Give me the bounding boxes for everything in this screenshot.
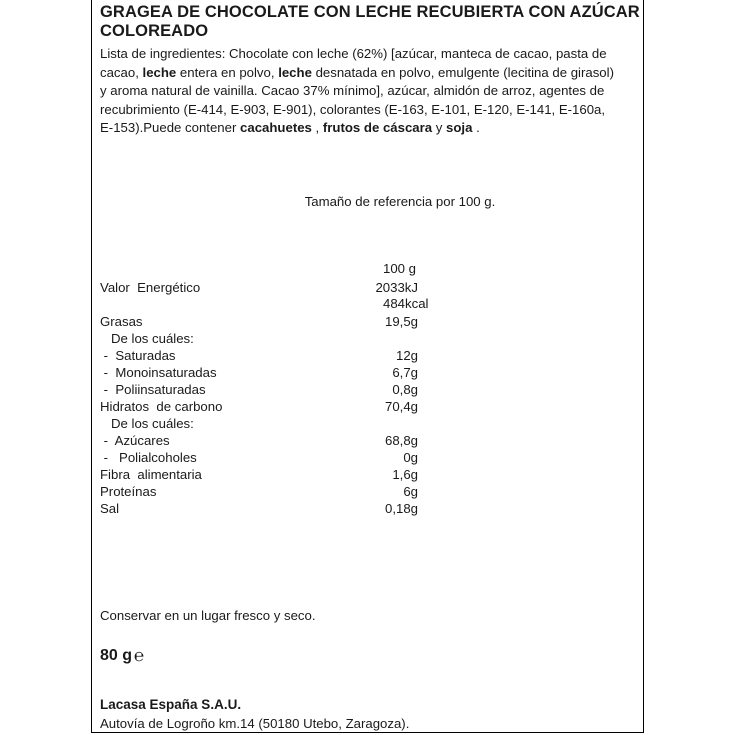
allergen-soy: soja <box>446 120 473 135</box>
nutrient-label: Grasas <box>100 314 143 329</box>
nutrition-unit-header: 100 g <box>383 261 417 276</box>
allergen-nuts: frutos de cáscara <box>322 120 433 135</box>
ingredients-segment: . <box>472 120 480 135</box>
ingredients-segment: y <box>432 120 447 135</box>
nutrition-row <box>100 415 430 432</box>
nutrition-row <box>100 347 430 364</box>
nutrient-label: Valor Energético <box>100 280 201 295</box>
nutrition-row <box>100 398 430 415</box>
nutrient-label: - Poliinsaturadas <box>100 382 206 397</box>
nutrition-reference-header: Tamaño de referencia por 100 g. <box>304 194 496 209</box>
nutrient-label: De los cuáles: <box>100 416 194 431</box>
nutrient-value: 68,8g <box>384 433 418 448</box>
ingredients-text <box>100 45 615 138</box>
nutrition-row <box>100 449 430 466</box>
nutrient-value: 0g <box>403 450 418 465</box>
nutrition-row <box>100 279 430 296</box>
nutrition-row <box>100 381 430 398</box>
nutrition-row <box>100 330 430 347</box>
nutrition-row <box>100 466 430 483</box>
energy-kcal: 484kcal <box>383 296 429 311</box>
ingredients-segment: Lista de ingredientes: Chocolate con leche (62%) [azúcar, manteca de cacao, pasta de cacao, <box>100 46 607 80</box>
nutrient-value: 0,8g <box>392 382 418 397</box>
net-weight <box>100 646 144 666</box>
nutrient-label: - Polialcoholes <box>100 450 197 465</box>
nutrition-row <box>100 483 430 500</box>
nutrient-value: 70,4g <box>384 399 418 414</box>
estimated-sign-icon: ℮ <box>134 646 145 665</box>
nutrient-value: 12g <box>395 348 418 363</box>
nutrient-label: Proteínas <box>100 484 157 499</box>
nutrition-row <box>100 432 430 449</box>
allergen-milk: leche <box>142 64 177 80</box>
nutrition-row <box>100 364 430 381</box>
nutrient-label: Sal <box>100 501 120 516</box>
nutrition-row <box>100 313 430 330</box>
product-title: GRAGEA DE CHOCOLATE CON LECHE RECUBIERTA CON AZÚCAR COLOREADO <box>100 3 640 40</box>
nutrient-label: De los cuáles: <box>100 331 194 346</box>
nutrient-label: Fibra alimentaria <box>100 467 202 482</box>
net-weight-value: 80 g <box>100 647 133 664</box>
nutrient-value: 6,7g <box>392 365 418 380</box>
nutrient-label: - Azúcares <box>100 433 170 448</box>
company-address: Autovía de Logroño km.14 (50180 Utebo, Zaragoza). <box>100 716 410 731</box>
company-name: Lacasa España S.A.U. <box>100 697 242 712</box>
nutrient-label: Hidratos de carbono <box>100 399 223 414</box>
nutrient-label: - Monoinsaturadas <box>100 365 217 380</box>
nutrient-value: 0,18g <box>384 501 418 516</box>
nutrition-row <box>100 500 430 517</box>
nutrient-value: 6g <box>403 484 418 499</box>
nutrient-value: 1,6g <box>392 467 418 482</box>
nutrient-label: - Saturadas <box>100 348 176 363</box>
nutrient-value: 2033kJ <box>375 280 418 295</box>
storage-instructions: Conservar en un lugar fresco y seco. <box>100 608 316 623</box>
ingredients-segment: , <box>311 120 323 135</box>
allergen-peanuts: cacahuetes <box>240 120 312 135</box>
allergen-milk: leche <box>278 64 312 80</box>
nutrient-value: 19,5g <box>384 314 418 329</box>
ingredients-segment: desnatada en polvo, emulgente (lecitina de girasol) y aroma natural de vainilla. Cacao 37% mínimo], azúcar, almidón de arroz, agentes de recubrimiento (E-414, E-903, E-901), colorantes (E-163, E-101, E-120, E-141, E-160a, E-153).Puede contener <box>100 64 614 135</box>
ingredients-segment: entera en polvo, <box>176 64 279 80</box>
